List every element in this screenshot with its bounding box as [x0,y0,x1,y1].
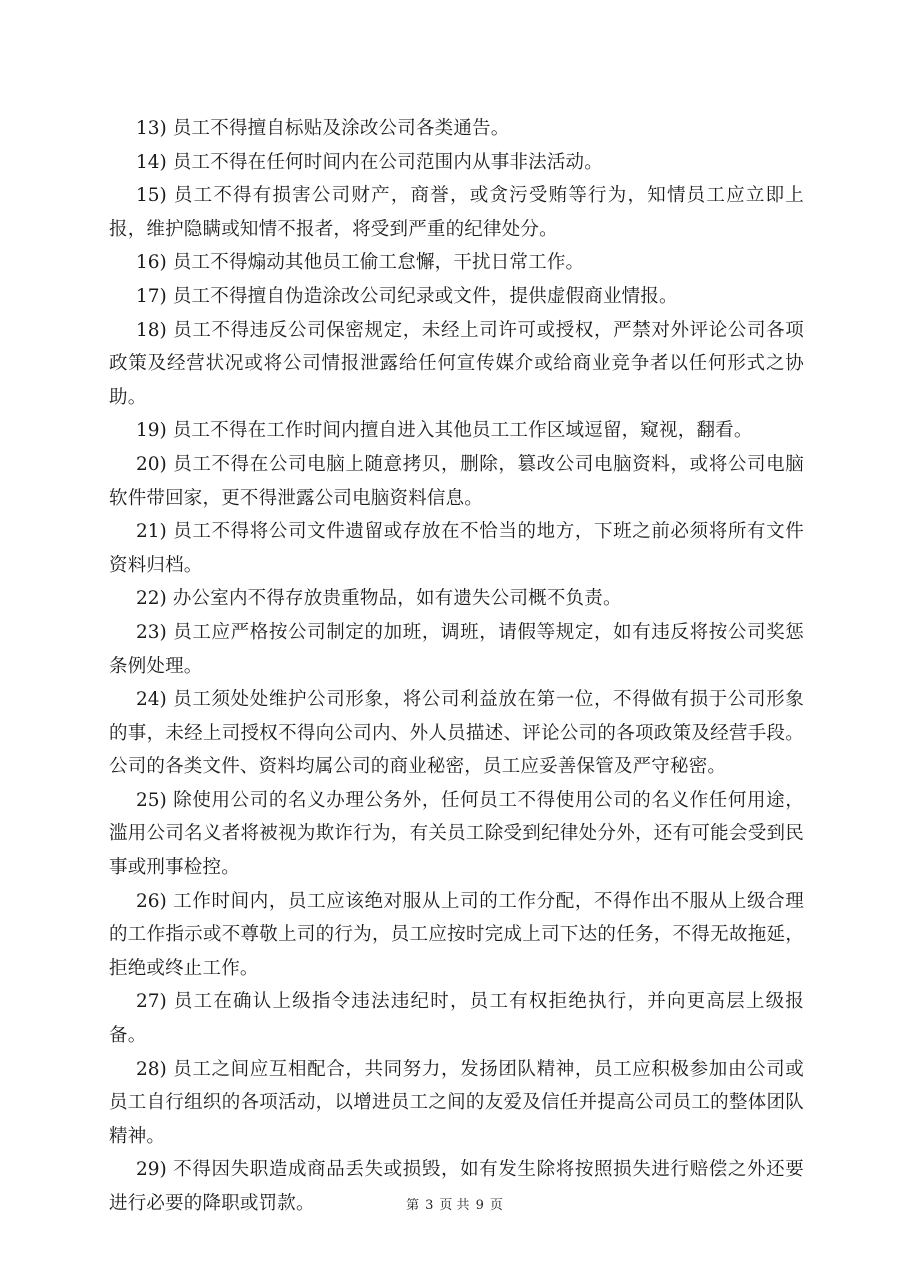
rule-number: 14) [136,151,167,173]
rule-text: 员工不得擅自标贴及涂改公司各类通告。 [172,118,510,139]
footer-page-number: 3 [425,1198,434,1213]
rule-text: 员工不得在工作时间内擅自进入其他员工工作区域逗留，窥视，翻看。 [172,420,753,442]
footer-suffix: 页 [489,1198,503,1213]
rule-number: 22) [136,588,167,610]
rule-text: 员工不得违反公司保密规定，未经上司许可或授权，严禁对外评论公司各项政策及经营状况或将公司情报泄露给任何宣传媒介或给商业竞争者以任何形式之协助。 [109,319,804,408]
rule-15 [109,179,804,246]
page-footer [0,1194,909,1213]
rule-text: 员工须处处维护公司形象，将公司利益放在第一位，不得做有损于公司形象的事，未经上司授权不得向公司内、外人员描述、评论公司的各项政策及经营手段。公司的各类文件、资料均属公司的商业秘密，员工应妥善保管及严守秘密。 [109,689,804,778]
rule-23 [109,616,804,683]
rule-number: 29) [136,1159,167,1181]
rule-27 [109,985,804,1052]
rule-number: 16) [136,252,167,274]
rule-25 [109,784,804,885]
rule-22 [109,582,804,616]
rule-text: 员工之间应互相配合，共同努力，发扬团队精神，员工应积极参加由公司或员工自行组织的各项活动，以增进员工之间的友爱及信任并提高公司员工的整体团队精神。 [109,1058,804,1147]
rule-number: 20) [136,453,167,475]
rule-text: 除使用公司的名义办理公务外，任何员工不得使用公司的名义作任何用途，滥用公司名义者将被视为欺诈行为，有关员工除受到纪律处分外，还有可能会受到民事或刑事检控。 [109,789,804,879]
rule-number: 18) [136,319,167,341]
rules-list [109,112,804,1221]
rule-17 [109,280,804,314]
rule-26 [109,885,804,986]
rule-text: 员工不得在公司电脑上随意拷贝，删除，篡改公司电脑资料，或将公司电脑软件带回家，更不得泄露公司电脑资料信息。 [109,453,804,509]
rule-number: 26) [136,890,167,912]
rule-text: 员工在确认上级指令违法违纪时，员工有权拒绝执行，并向更高层上级报备。 [109,991,804,1047]
rule-text: 不得因失职造成商品丢失或损毁，如有发生除将按照损失进行赔偿之外还要进行必要的降职或罚款。 [109,1159,804,1214]
rule-number: 17) [136,285,167,307]
rule-text: 员工不得煽动其他员工偷工怠懈，干扰日常工作。 [172,252,585,274]
rule-number: 19) [136,420,167,442]
rule-number: 25) [136,789,167,811]
rule-number: 23) [136,621,167,643]
rule-16 [109,246,804,280]
rule-13 [109,112,804,146]
rule-18 [109,314,804,415]
footer-prefix: 第 [406,1198,420,1213]
rule-number: 13) [136,118,167,139]
rule-text: 工作时间内，员工应该绝对服从上司的工作分配，不得作出不服从上级合理的工作指示或不尊敬上司的行为，员工应按时完成上司下达的任务，不得无故拖延，拒绝或终止工作。 [109,890,804,979]
rule-text: 员工不得有损害公司财产，商誉，或贪污受贿等行为，知情员工应立即上报，维护隐瞒或知情不报者，将受到严重的纪律处分。 [109,185,804,240]
rule-number: 24) [136,689,167,711]
rule-text: 员工不得擅自伪造涂改公司纪录或文件，提供虚假商业情报。 [172,285,678,307]
footer-middle: 页 共 [439,1198,470,1213]
rule-20 [109,448,804,515]
rule-number: 15) [136,185,167,207]
rule-text: 员工应严格按公司制定的加班，调班，请假等规定，如有违反将按公司奖惩条例处理。 [109,621,804,677]
rule-number: 27) [136,991,167,1013]
rule-text: 员工不得在任何时间内在公司范围内从事非法活动。 [172,151,603,173]
rule-19 [109,414,804,448]
rule-number: 21) [136,521,167,543]
footer-total-pages: 9 [475,1198,484,1213]
rule-14 [109,146,804,180]
rule-number: 28) [136,1058,167,1080]
rule-text: 员工不得将公司文件遗留或存放在不恰当的地方，下班之前必须将所有文件资料归档。 [109,521,804,576]
rule-24 [109,683,804,784]
rule-28 [109,1053,804,1154]
rule-21 [109,515,804,582]
rule-text: 办公室内不得存放贵重物品，如有遗失公司概不负责。 [172,588,622,610]
